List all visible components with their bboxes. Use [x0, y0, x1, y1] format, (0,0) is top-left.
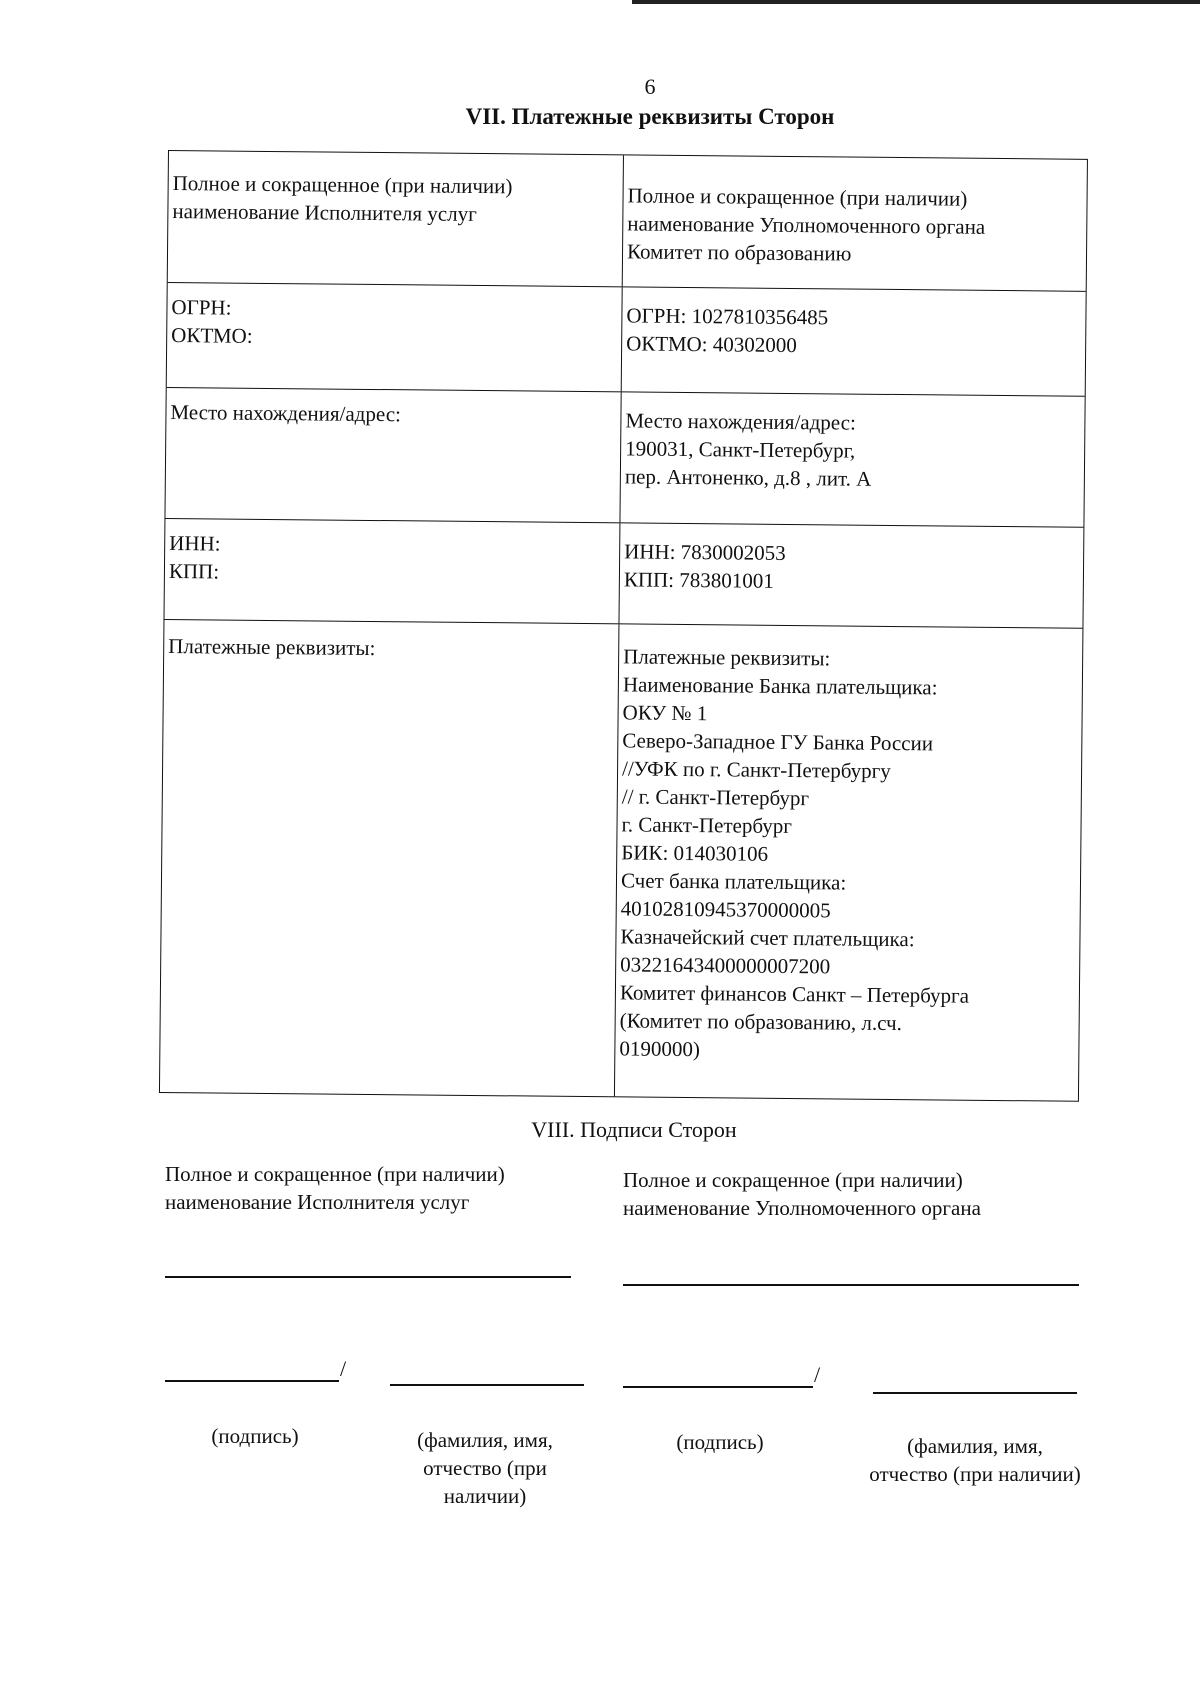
executor-fullname-line — [390, 1384, 584, 1386]
table-row-ogrn — [167, 282, 1086, 396]
table-row-inn — [164, 518, 1083, 628]
table-row-bank-details — [160, 619, 1082, 1101]
authority-signature-caption: (подпись) — [676, 1430, 764, 1454]
cell-executor-bank-details: Платежные реквизиты: — [160, 620, 620, 1096]
section-title-signatures: VIII. Подписи Сторон — [531, 1117, 737, 1142]
authority-name-line — [623, 1284, 1079, 1286]
executor-signature-heading: Полное и сокращенное (при наличии) наименование Исполнителя услуг — [165, 1162, 505, 1214]
cell-executor-address: Место нахождения/адрес: — [165, 388, 621, 522]
payment-details-table — [159, 150, 1088, 1102]
cell-authority-inn: ИНН: 7830002053 КПП: 783801001 — [623, 539, 786, 593]
cell-executor-ogrn: ОГРН: ОКТМО: — [167, 283, 623, 391]
authority-fullname-caption: (фамилия, имя, отчество (при наличии) — [869, 1434, 1081, 1486]
executor-fullname-caption: (фамилия, имя, отчество (при наличии) — [417, 1428, 553, 1508]
scan-edge-line — [632, 0, 1200, 4]
cell-executor-inn: ИНН: КПП: — [164, 519, 620, 623]
page-number: 6 — [644, 74, 656, 99]
table-row-address — [165, 387, 1084, 527]
executor-slash: / — [340, 1356, 347, 1381]
section-title-payment-details: VII. Платежные реквизиты Сторон — [465, 104, 835, 129]
cell-executor-name: Полное и сокращенное (при наличии) наименование Исполнителя услуг — [168, 151, 624, 286]
cell-authority-ogrn: ОГРН: 1027810356485 ОКТМО: 40302000 — [626, 303, 829, 358]
table-row-name — [168, 151, 1087, 291]
authority-slash: / — [814, 1362, 821, 1387]
cell-authority-address: Место нахождения/адрес: 190031, Санкт-Петербург, пер. Антоненко, д.8 , лит. А — [624, 408, 872, 491]
authority-signature-heading: Полное и сокращенное (при наличии) наименование Уполномоченного органа — [623, 1168, 981, 1220]
authority-fullname-line — [873, 1392, 1077, 1394]
authority-signature-line — [623, 1386, 813, 1388]
cell-authority-bank-details: Платежные реквизиты: Наименование Банка плательщика: ОКУ № 1 Северо-Западное ГУ Банка России //УФК по г. Санкт-Петербургу // г. Санкт-Петербург г. Санкт-Петербург БИК: 014030106 Счет банка плательщика: 40102810945370000005 Казначейский счет плательщика: 03221643400000007200 Комитет финансов Санкт – Петербурга (Комитет по образованию, л.сч. 0190000) — [619, 644, 970, 1062]
executor-signature-caption: (подпись) — [211, 1424, 299, 1448]
cell-authority-name: Полное и сокращенное (при наличии) наименование Уполномоченного органа Комитет по образованию — [626, 183, 986, 266]
executor-signature-line — [165, 1380, 339, 1382]
executor-name-line — [165, 1276, 571, 1278]
